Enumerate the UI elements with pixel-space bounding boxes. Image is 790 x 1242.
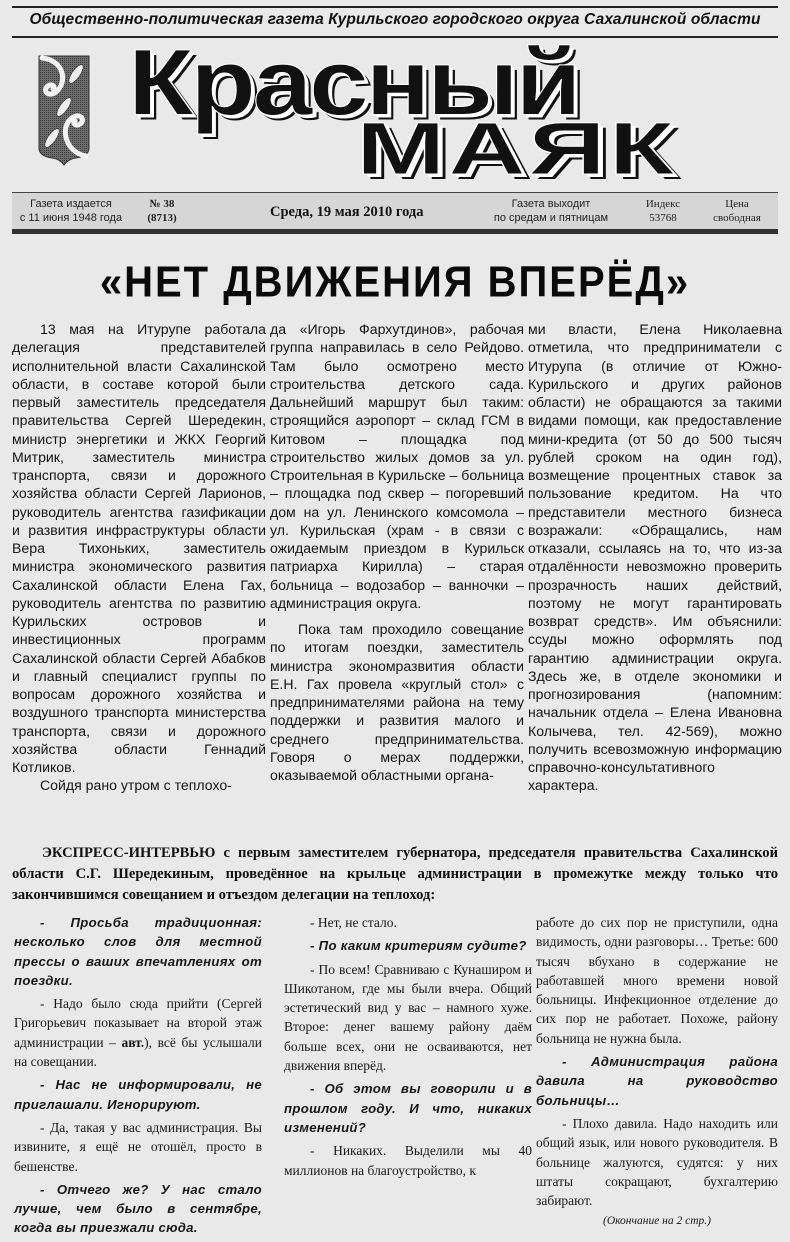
tagline: Общественно-политическая газета Курильского городского округа Сахалинской области — [29, 11, 761, 28]
interview-question: - По каким критериям судите? — [310, 938, 527, 954]
interview-answer: - По всем! Сравниваю с Кунаширом и Шикотаном, где мы были вчера. Общий эстетический вид у вас – намного хуже. Второе: денег вашему району даём больше всех, они не осваиваются, нет движения вперёд. — [284, 961, 532, 1074]
interview-answer: - Да, такая у вас администрация. Вы извините, я ещё не отошёл, просто в бешенстве. — [14, 1119, 262, 1174]
article-paragraph: Сойдя рано утром с теплохо- — [40, 777, 232, 794]
interview-question: - Нас не информировали, не приглашали. Игнорируют. — [14, 1077, 262, 1112]
price-value: свободная — [713, 212, 761, 224]
founded-line1: Газета издается — [30, 198, 112, 210]
article-paragraph: Пока там проходило совещание по итогам поездки, заместитель министра экономразвития области Е.Н. Гах провела «круглый стол» с предпринимателями района на тему поддержки и развития малого и среднего предпринимательства. Говоря о мерах поддержки, оказываемой областными органа- — [270, 621, 524, 783]
issue-number — [142, 197, 182, 225]
interview-intro-text: ЭКСПРЕСС-ИНТЕРВЬЮ с первым заместителем губернатора, председателя правительства Сахалинской области С.Г. Шередекиным, проведённое на крыльце администрации в промежутке между только что закончившимся совещанием и отъездом делегации на теплоход: — [12, 845, 778, 903]
article-paragraph: ми власти, Елена Николаевна отметила, что предприниматели с Итурупа (в отличие от Южно-Курильского и других районов области) не обращаются за такими видами помощи, как предоставление мини-кредита (от 50 до 500 тысяч рублей сроком на один год), возмещение процентных ставок за пользование кредитом. На что представители местного бизнеса возражали: «Обращались, нам отказали, ссылаясь на то, что из-за отдалённости невозможно проверить прозрачность наших действий, поэтому не могут гарантировать возврат средств». Им объяснили: ссуды можно оформлять под гарантию администрации округа. Здесь же, в отделе экономики и прогнозирования (напомним: начальник отдела – Елена Ивановна Колычева, тел. 42-569), можно получить всевозможную информацию справочно-консультативного характера. — [528, 321, 782, 794]
article-paragraph: да «Игорь Фархутдинов», рабочая группа направилась в село Рейдово. Там было осмотрено место строительства детского сада. Дальнейший маршрут был таким: строящийся аэропорт – склад ГСМ в Китовом – площадка под строительство жилых домов за ул. Строительная в Курильске – больница – площадка под сквер – погоревший дом на ул. Ленинского комсомола – ул. Курильская (храм - в связи с ожидаемым приездом в Курильск патриарха Кирилла) – старая больница – водозабор – ванночки – администрация округа. — [270, 321, 524, 611]
issue-info-bar — [12, 192, 778, 229]
interview-column-2 — [284, 913, 532, 1184]
kurilsk-coat-of-arms-icon — [38, 52, 90, 166]
interview-answer: - Плохо давила. Надо находить или общий язык, или нового руководителя. В больнице жалуются, судятся: у них штаты сокращают, бухгалтерию забирают. — [536, 1115, 778, 1209]
schedule-info — [476, 197, 626, 225]
price-label: Цена — [725, 198, 749, 210]
interview-intro — [12, 843, 778, 906]
schedule-line2: по средам и пятницам — [493, 212, 609, 224]
founded-line2: с 11 июня 1948 года — [19, 212, 123, 224]
author-note: авт. — [121, 1034, 145, 1050]
article-column-2 — [270, 320, 524, 784]
issue-total-value: (8713) — [147, 212, 177, 224]
interview-column-1 — [14, 913, 262, 1242]
interview-question: - Просьба традиционная: несколько слов для местной прессы о ваших впечатлениях от поездки. — [14, 915, 262, 988]
article-headline: «НЕТ ДВИЖЕНИЯ ВПЕРЁД» — [99, 257, 691, 307]
interview-answer: работе до сих пор не приступили, одна видимость, одни разговоры… Третье: 600 тысяч вбухано в содержание не работавшей много времени новой больницы. Инфекционное отделение до сих пор не работает. Похоже, району больница не нужна была. — [536, 915, 778, 1046]
interview-question: - Администрация района давила на руководство больницы… — [536, 1054, 778, 1108]
masthead-title-line1: Красный — [128, 30, 579, 135]
schedule-line1: Газета выходит — [511, 198, 591, 210]
answer-text: - Надо было сюда прийти (Сергей Григорьевич показывает на второй этаж администрации – — [14, 996, 262, 1050]
article-column-1 — [12, 320, 266, 795]
index-value: 53768 — [649, 212, 677, 224]
continued-on-page-2-link[interactable]: (Окончание на 2 стр.) — [602, 1215, 712, 1228]
interview-answer — [14, 994, 262, 1071]
index-label: Индекс — [645, 198, 681, 210]
founded-info — [12, 197, 130, 225]
interview-question: - Отчего же? У нас стало лучше, чем было в сентябре, когда вы приезжали сюда. — [14, 1181, 262, 1236]
header-divider-rule — [12, 229, 778, 234]
answer-text-tail: ), всё бы услышали на совещании. — [14, 1034, 262, 1070]
masthead-title-line2: МАЯК — [356, 107, 678, 190]
issue-date: Среда, 19 мая 2010 года — [270, 204, 424, 220]
article-column-3 — [528, 320, 782, 795]
price-info — [700, 197, 774, 225]
interview-answer: - Нет, не стало. — [310, 915, 397, 930]
article-paragraph: 13 мая на Итурупе работала делегация представителей исполнительной власти Сахалинской области, в составе которой были первый заместитель председателя правительства Сергей Шередекин, министр энергетики и ЖКХ Георгий Митрик, заместитель министра транспорта, связи и дорожного хозяйства области Сергей Ларионов, руководитель агентства газификации и развития инфраструктуры области Вера Тихоньких, заместитель министра экономического развития Сахалинской области Елена Гах, руководитель агентства по развитию Курильских островов и инвестиционных программ Сахалинской области Сергей Абабков и главный специалист группы по вопросам дорожного хозяйства и воздушного транспорта министерства транспорта, связи и дорожного хозяйства области Геннадий Котликов. — [12, 321, 266, 775]
subscription-index — [636, 197, 690, 225]
interview-answer: - Никаких. Выделили мы 40 миллионов на благоустройство, к — [284, 1143, 532, 1178]
issue-number-value: № 38 — [149, 198, 175, 210]
interview-column-3 — [536, 913, 778, 1236]
interview-question: - Об этом вы говорили и в прошлом году. И что, никаких изменений? — [284, 1081, 532, 1135]
